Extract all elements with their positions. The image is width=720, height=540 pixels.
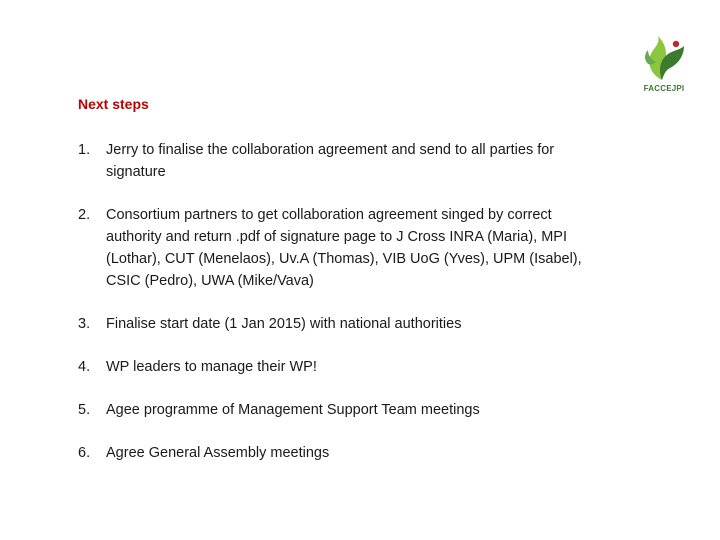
step-number: 5. (78, 402, 91, 418)
list-item (78, 204, 598, 292)
step-number: 4. (78, 359, 91, 375)
list-item (78, 356, 598, 378)
step-number: 3. (78, 316, 91, 332)
step-text: Consortium partners to get collaboration agreement singed by correct authority and return .pdf of signature page to J Cross INRA (Maria), MPI (Lothar), CUT (Menelaos), Uv.A (Thomas), VIB UoG (Yves), UPM (Isabel), CSIC (Pedro), UWA (Mike/Vava) (106, 207, 582, 289)
faccejpi-logo (636, 34, 692, 100)
step-number: 6. (78, 445, 91, 461)
step-text: Agree General Assembly meetings (106, 445, 330, 461)
leaf-emblem-icon (636, 34, 692, 84)
step-text: Jerry to finalise the collaboration agreement and send to all parties for signature (106, 142, 555, 180)
list-item (78, 442, 598, 464)
step-text: Agee programme of Management Support Team meetings (106, 402, 480, 418)
step-number: 2. (78, 207, 91, 223)
step-number: 1. (78, 142, 91, 158)
logo-text: FACCEJPI (643, 84, 685, 93)
list-item (78, 399, 598, 421)
step-text: WP leaders to manage their WP! (106, 359, 317, 375)
slide-heading: Next steps (78, 96, 149, 112)
steps-list (78, 139, 598, 485)
list-item (78, 139, 598, 183)
step-text: Finalise start date (1 Jan 2015) with national authorities (106, 316, 462, 332)
list-item (78, 313, 598, 335)
